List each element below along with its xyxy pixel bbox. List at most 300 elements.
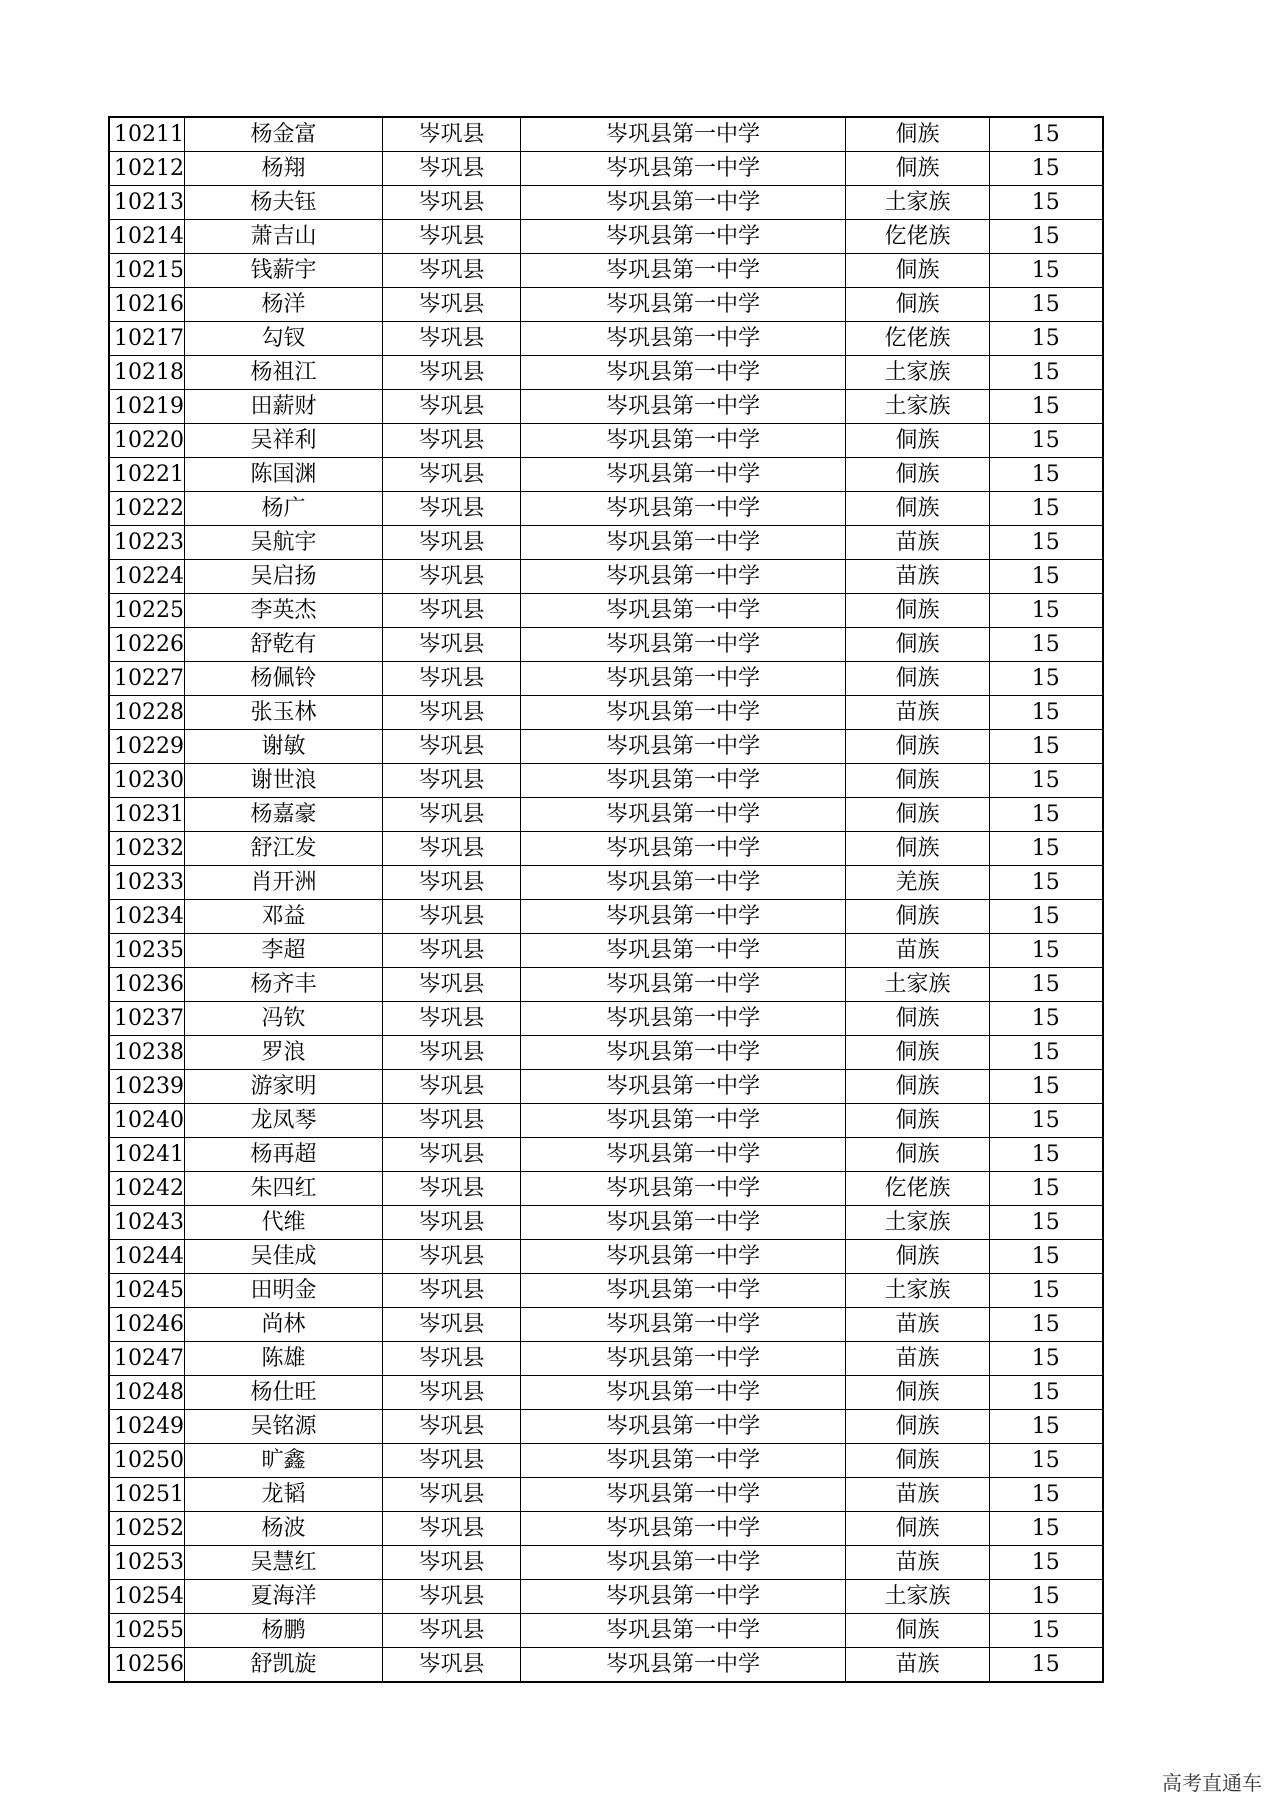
score-cell: 15 <box>990 526 1103 560</box>
ethnicity-cell: 侗族 <box>846 1512 990 1546</box>
name-cell: 龙韬 <box>185 1478 383 1512</box>
table-row <box>109 322 1103 356</box>
score-cell: 15 <box>990 1410 1103 1444</box>
name-cell: 尚林 <box>185 1308 383 1342</box>
name-cell: 杨佩铃 <box>185 662 383 696</box>
school-cell: 岑巩县第一中学 <box>521 730 846 764</box>
ethnicity-cell: 土家族 <box>846 390 990 424</box>
id-cell: 10214 <box>109 220 185 254</box>
score-cell: 15 <box>990 1036 1103 1070</box>
table-row <box>109 390 1103 424</box>
score-cell: 15 <box>990 560 1103 594</box>
ethnicity-cell: 侗族 <box>846 1410 990 1444</box>
ethnicity-cell: 侗族 <box>846 492 990 526</box>
name-cell: 谢世浪 <box>185 764 383 798</box>
score-cell: 15 <box>990 1274 1103 1308</box>
county-cell: 岑巩县 <box>383 322 521 356</box>
id-cell: 10254 <box>109 1580 185 1614</box>
ethnicity-cell: 侗族 <box>846 662 990 696</box>
name-cell: 李英杰 <box>185 594 383 628</box>
score-cell: 15 <box>990 254 1103 288</box>
school-cell: 岑巩县第一中学 <box>521 1614 846 1648</box>
county-cell: 岑巩县 <box>383 900 521 934</box>
score-cell: 15 <box>990 968 1103 1002</box>
table-row <box>109 594 1103 628</box>
ethnicity-cell: 侗族 <box>846 594 990 628</box>
name-cell: 朱四红 <box>185 1172 383 1206</box>
table-row <box>109 1614 1103 1648</box>
watermark-text: 高考直通车 <box>1162 1771 1262 1795</box>
score-cell: 15 <box>990 1308 1103 1342</box>
school-cell: 岑巩县第一中学 <box>521 1172 846 1206</box>
ethnicity-cell: 土家族 <box>846 968 990 1002</box>
county-cell: 岑巩县 <box>383 968 521 1002</box>
ethnicity-cell: 仡佬族 <box>846 322 990 356</box>
name-cell: 陈雄 <box>185 1342 383 1376</box>
name-cell: 舒凯旋 <box>185 1648 383 1683</box>
score-cell: 15 <box>990 696 1103 730</box>
county-cell: 岑巩县 <box>383 1648 521 1683</box>
county-cell: 岑巩县 <box>383 730 521 764</box>
table-row <box>109 1036 1103 1070</box>
score-cell: 15 <box>990 186 1103 220</box>
table-row <box>109 560 1103 594</box>
table-row <box>109 424 1103 458</box>
county-cell: 岑巩县 <box>383 1240 521 1274</box>
school-cell: 岑巩县第一中学 <box>521 186 846 220</box>
score-cell: 15 <box>990 1648 1103 1683</box>
school-cell: 岑巩县第一中学 <box>521 1138 846 1172</box>
score-cell: 15 <box>990 492 1103 526</box>
table-row <box>109 186 1103 220</box>
table-row <box>109 1274 1103 1308</box>
id-cell: 10231 <box>109 798 185 832</box>
county-cell: 岑巩县 <box>383 832 521 866</box>
county-cell: 岑巩县 <box>383 1206 521 1240</box>
score-cell: 15 <box>990 662 1103 696</box>
ethnicity-cell: 侗族 <box>846 152 990 186</box>
score-cell: 15 <box>990 628 1103 662</box>
table-row <box>109 254 1103 288</box>
table-row <box>109 1206 1103 1240</box>
school-cell: 岑巩县第一中学 <box>521 1648 846 1683</box>
ethnicity-cell: 苗族 <box>846 526 990 560</box>
school-cell: 岑巩县第一中学 <box>521 832 846 866</box>
id-cell: 10250 <box>109 1444 185 1478</box>
id-cell: 10248 <box>109 1376 185 1410</box>
score-cell: 15 <box>990 900 1103 934</box>
table-row <box>109 1342 1103 1376</box>
school-cell: 岑巩县第一中学 <box>521 662 846 696</box>
school-cell: 岑巩县第一中学 <box>521 1206 846 1240</box>
score-cell: 15 <box>990 764 1103 798</box>
name-cell: 田薪财 <box>185 390 383 424</box>
table-row <box>109 220 1103 254</box>
county-cell: 岑巩县 <box>383 186 521 220</box>
id-cell: 10235 <box>109 934 185 968</box>
county-cell: 岑巩县 <box>383 152 521 186</box>
school-cell: 岑巩县第一中学 <box>521 866 846 900</box>
name-cell: 罗浪 <box>185 1036 383 1070</box>
score-cell: 15 <box>990 1512 1103 1546</box>
score-cell: 15 <box>990 322 1103 356</box>
table-row <box>109 866 1103 900</box>
name-cell: 舒江发 <box>185 832 383 866</box>
county-cell: 岑巩县 <box>383 798 521 832</box>
id-cell: 10230 <box>109 764 185 798</box>
name-cell: 游家明 <box>185 1070 383 1104</box>
school-cell: 岑巩县第一中学 <box>521 1104 846 1138</box>
school-cell: 岑巩县第一中学 <box>521 458 846 492</box>
score-cell: 15 <box>990 1580 1103 1614</box>
county-cell: 岑巩县 <box>383 594 521 628</box>
id-cell: 10245 <box>109 1274 185 1308</box>
county-cell: 岑巩县 <box>383 492 521 526</box>
school-cell: 岑巩县第一中学 <box>521 1070 846 1104</box>
id-cell: 10215 <box>109 254 185 288</box>
id-cell: 10252 <box>109 1512 185 1546</box>
name-cell: 肖开洲 <box>185 866 383 900</box>
ethnicity-cell: 仡佬族 <box>846 220 990 254</box>
county-cell: 岑巩县 <box>383 458 521 492</box>
table-row <box>109 662 1103 696</box>
school-cell: 岑巩县第一中学 <box>521 254 846 288</box>
name-cell: 邓益 <box>185 900 383 934</box>
county-cell: 岑巩县 <box>383 526 521 560</box>
name-cell: 谢敏 <box>185 730 383 764</box>
name-cell: 吴祥利 <box>185 424 383 458</box>
table-row <box>109 696 1103 730</box>
school-cell: 岑巩县第一中学 <box>521 492 846 526</box>
county-cell: 岑巩县 <box>383 254 521 288</box>
id-cell: 10212 <box>109 152 185 186</box>
table-row <box>109 730 1103 764</box>
score-cell: 15 <box>990 798 1103 832</box>
county-cell: 岑巩县 <box>383 1274 521 1308</box>
county-cell: 岑巩县 <box>383 1308 521 1342</box>
school-cell: 岑巩县第一中学 <box>521 900 846 934</box>
table-row <box>109 356 1103 390</box>
table-row <box>109 1648 1103 1683</box>
county-cell: 岑巩县 <box>383 1376 521 1410</box>
ethnicity-cell: 羌族 <box>846 866 990 900</box>
school-cell: 岑巩县第一中学 <box>521 1546 846 1580</box>
county-cell: 岑巩县 <box>383 1172 521 1206</box>
name-cell: 勾钗 <box>185 322 383 356</box>
id-cell: 10233 <box>109 866 185 900</box>
county-cell: 岑巩县 <box>383 220 521 254</box>
ethnicity-cell: 侗族 <box>846 628 990 662</box>
id-cell: 10242 <box>109 1172 185 1206</box>
ethnicity-cell: 侗族 <box>846 1614 990 1648</box>
table-row <box>109 1444 1103 1478</box>
name-cell: 杨再超 <box>185 1138 383 1172</box>
name-cell: 田明金 <box>185 1274 383 1308</box>
score-cell: 15 <box>990 1104 1103 1138</box>
school-cell: 岑巩县第一中学 <box>521 390 846 424</box>
table-row <box>109 1138 1103 1172</box>
ethnicity-cell: 侗族 <box>846 764 990 798</box>
table-row <box>109 1240 1103 1274</box>
score-cell: 15 <box>990 1546 1103 1580</box>
table-row <box>109 492 1103 526</box>
school-cell: 岑巩县第一中学 <box>521 560 846 594</box>
name-cell: 杨仕旺 <box>185 1376 383 1410</box>
county-cell: 岑巩县 <box>383 1410 521 1444</box>
table-body <box>109 117 1103 1682</box>
score-cell: 15 <box>990 1478 1103 1512</box>
county-cell: 岑巩县 <box>383 764 521 798</box>
school-cell: 岑巩县第一中学 <box>521 968 846 1002</box>
county-cell: 岑巩县 <box>383 1342 521 1376</box>
school-cell: 岑巩县第一中学 <box>521 1512 846 1546</box>
id-cell: 10232 <box>109 832 185 866</box>
name-cell: 吴启扬 <box>185 560 383 594</box>
school-cell: 岑巩县第一中学 <box>521 1240 846 1274</box>
name-cell: 龙凤琴 <box>185 1104 383 1138</box>
school-cell: 岑巩县第一中学 <box>521 1002 846 1036</box>
table-row <box>109 832 1103 866</box>
ethnicity-cell: 侗族 <box>846 1070 990 1104</box>
id-cell: 10256 <box>109 1648 185 1683</box>
name-cell: 钱薪宇 <box>185 254 383 288</box>
school-cell: 岑巩县第一中学 <box>521 1580 846 1614</box>
county-cell: 岑巩县 <box>383 1580 521 1614</box>
ethnicity-cell: 侗族 <box>846 900 990 934</box>
name-cell: 萧吉山 <box>185 220 383 254</box>
roster-table <box>108 116 1104 1683</box>
school-cell: 岑巩县第一中学 <box>521 1342 846 1376</box>
school-cell: 岑巩县第一中学 <box>521 220 846 254</box>
id-cell: 10221 <box>109 458 185 492</box>
table-row <box>109 526 1103 560</box>
table-row <box>109 1580 1103 1614</box>
table-row <box>109 288 1103 322</box>
id-cell: 10219 <box>109 390 185 424</box>
table-row <box>109 1512 1103 1546</box>
id-cell: 10223 <box>109 526 185 560</box>
table-row <box>109 628 1103 662</box>
table-row <box>109 798 1103 832</box>
score-cell: 15 <box>990 1614 1103 1648</box>
name-cell: 吴铭源 <box>185 1410 383 1444</box>
county-cell: 岑巩县 <box>383 934 521 968</box>
name-cell: 杨鹏 <box>185 1614 383 1648</box>
school-cell: 岑巩县第一中学 <box>521 117 846 152</box>
school-cell: 岑巩县第一中学 <box>521 526 846 560</box>
score-cell: 15 <box>990 1138 1103 1172</box>
id-cell: 10226 <box>109 628 185 662</box>
school-cell: 岑巩县第一中学 <box>521 1274 846 1308</box>
id-cell: 10240 <box>109 1104 185 1138</box>
score-cell: 15 <box>990 390 1103 424</box>
ethnicity-cell: 土家族 <box>846 356 990 390</box>
ethnicity-cell: 侗族 <box>846 117 990 152</box>
id-cell: 10246 <box>109 1308 185 1342</box>
county-cell: 岑巩县 <box>383 1138 521 1172</box>
ethnicity-cell: 侗族 <box>846 730 990 764</box>
score-cell: 15 <box>990 832 1103 866</box>
school-cell: 岑巩县第一中学 <box>521 288 846 322</box>
ethnicity-cell: 侗族 <box>846 1138 990 1172</box>
name-cell: 冯钦 <box>185 1002 383 1036</box>
id-cell: 10237 <box>109 1002 185 1036</box>
county-cell: 岑巩县 <box>383 560 521 594</box>
name-cell: 杨波 <box>185 1512 383 1546</box>
table-row <box>109 968 1103 1002</box>
ethnicity-cell: 苗族 <box>846 1308 990 1342</box>
ethnicity-cell: 侗族 <box>846 1444 990 1478</box>
name-cell: 代维 <box>185 1206 383 1240</box>
ethnicity-cell: 苗族 <box>846 934 990 968</box>
ethnicity-cell: 侗族 <box>846 458 990 492</box>
ethnicity-cell: 侗族 <box>846 254 990 288</box>
table-row <box>109 1070 1103 1104</box>
table-row <box>109 117 1103 152</box>
score-cell: 15 <box>990 152 1103 186</box>
name-cell: 旷鑫 <box>185 1444 383 1478</box>
score-cell: 15 <box>990 424 1103 458</box>
name-cell: 吴慧红 <box>185 1546 383 1580</box>
score-cell: 15 <box>990 356 1103 390</box>
school-cell: 岑巩县第一中学 <box>521 356 846 390</box>
table-row <box>109 458 1103 492</box>
score-cell: 15 <box>990 220 1103 254</box>
name-cell: 李超 <box>185 934 383 968</box>
id-cell: 10224 <box>109 560 185 594</box>
table-row <box>109 152 1103 186</box>
ethnicity-cell: 仡佬族 <box>846 1172 990 1206</box>
table-row <box>109 1478 1103 1512</box>
ethnicity-cell: 土家族 <box>846 1580 990 1614</box>
score-cell: 15 <box>990 1240 1103 1274</box>
ethnicity-cell: 侗族 <box>846 1240 990 1274</box>
id-cell: 10243 <box>109 1206 185 1240</box>
id-cell: 10218 <box>109 356 185 390</box>
id-cell: 10234 <box>109 900 185 934</box>
id-cell: 10213 <box>109 186 185 220</box>
name-cell: 陈国渊 <box>185 458 383 492</box>
ethnicity-cell: 土家族 <box>846 186 990 220</box>
id-cell: 10228 <box>109 696 185 730</box>
score-cell: 15 <box>990 117 1103 152</box>
county-cell: 岑巩县 <box>383 1478 521 1512</box>
name-cell: 杨金富 <box>185 117 383 152</box>
county-cell: 岑巩县 <box>383 424 521 458</box>
school-cell: 岑巩县第一中学 <box>521 1036 846 1070</box>
table-row <box>109 1172 1103 1206</box>
id-cell: 10253 <box>109 1546 185 1580</box>
id-cell: 10239 <box>109 1070 185 1104</box>
id-cell: 10251 <box>109 1478 185 1512</box>
ethnicity-cell: 苗族 <box>846 560 990 594</box>
ethnicity-cell: 苗族 <box>846 1478 990 1512</box>
name-cell: 杨翔 <box>185 152 383 186</box>
score-cell: 15 <box>990 866 1103 900</box>
score-cell: 15 <box>990 1070 1103 1104</box>
county-cell: 岑巩县 <box>383 1444 521 1478</box>
table-row <box>109 900 1103 934</box>
table-row <box>109 1104 1103 1138</box>
score-cell: 15 <box>990 1444 1103 1478</box>
roster-table-wrapper <box>108 116 1104 1683</box>
score-cell: 15 <box>990 1342 1103 1376</box>
ethnicity-cell: 苗族 <box>846 1648 990 1683</box>
school-cell: 岑巩县第一中学 <box>521 798 846 832</box>
table-row <box>109 934 1103 968</box>
table-row <box>109 1410 1103 1444</box>
table-row <box>109 1308 1103 1342</box>
name-cell: 杨嘉豪 <box>185 798 383 832</box>
name-cell: 舒乾有 <box>185 628 383 662</box>
name-cell: 吴佳成 <box>185 1240 383 1274</box>
county-cell: 岑巩县 <box>383 1002 521 1036</box>
county-cell: 岑巩县 <box>383 1614 521 1648</box>
ethnicity-cell: 侗族 <box>846 798 990 832</box>
name-cell: 杨广 <box>185 492 383 526</box>
ethnicity-cell: 侗族 <box>846 832 990 866</box>
county-cell: 岑巩县 <box>383 117 521 152</box>
id-cell: 10220 <box>109 424 185 458</box>
id-cell: 10236 <box>109 968 185 1002</box>
name-cell: 杨夫钰 <box>185 186 383 220</box>
id-cell: 10222 <box>109 492 185 526</box>
school-cell: 岑巩县第一中学 <box>521 1308 846 1342</box>
ethnicity-cell: 苗族 <box>846 1546 990 1580</box>
county-cell: 岑巩县 <box>383 288 521 322</box>
id-cell: 10241 <box>109 1138 185 1172</box>
ethnicity-cell: 苗族 <box>846 1342 990 1376</box>
school-cell: 岑巩县第一中学 <box>521 1444 846 1478</box>
id-cell: 10244 <box>109 1240 185 1274</box>
ethnicity-cell: 苗族 <box>846 696 990 730</box>
school-cell: 岑巩县第一中学 <box>521 934 846 968</box>
name-cell: 吴航宇 <box>185 526 383 560</box>
school-cell: 岑巩县第一中学 <box>521 152 846 186</box>
county-cell: 岑巩县 <box>383 696 521 730</box>
ethnicity-cell: 侗族 <box>846 1036 990 1070</box>
score-cell: 15 <box>990 730 1103 764</box>
school-cell: 岑巩县第一中学 <box>521 322 846 356</box>
school-cell: 岑巩县第一中学 <box>521 696 846 730</box>
ethnicity-cell: 侗族 <box>846 1104 990 1138</box>
name-cell: 张玉林 <box>185 696 383 730</box>
county-cell: 岑巩县 <box>383 1104 521 1138</box>
ethnicity-cell: 土家族 <box>846 1274 990 1308</box>
table-row <box>109 1546 1103 1580</box>
ethnicity-cell: 侗族 <box>846 288 990 322</box>
id-cell: 10211 <box>109 117 185 152</box>
school-cell: 岑巩县第一中学 <box>521 1376 846 1410</box>
county-cell: 岑巩县 <box>383 1036 521 1070</box>
county-cell: 岑巩县 <box>383 390 521 424</box>
name-cell: 杨祖江 <box>185 356 383 390</box>
id-cell: 10255 <box>109 1614 185 1648</box>
score-cell: 15 <box>990 1206 1103 1240</box>
school-cell: 岑巩县第一中学 <box>521 594 846 628</box>
name-cell: 杨洋 <box>185 288 383 322</box>
score-cell: 15 <box>990 1376 1103 1410</box>
score-cell: 15 <box>990 458 1103 492</box>
score-cell: 15 <box>990 1172 1103 1206</box>
id-cell: 10225 <box>109 594 185 628</box>
id-cell: 10227 <box>109 662 185 696</box>
county-cell: 岑巩县 <box>383 1546 521 1580</box>
school-cell: 岑巩县第一中学 <box>521 628 846 662</box>
id-cell: 10247 <box>109 1342 185 1376</box>
ethnicity-cell: 侗族 <box>846 424 990 458</box>
table-row <box>109 764 1103 798</box>
